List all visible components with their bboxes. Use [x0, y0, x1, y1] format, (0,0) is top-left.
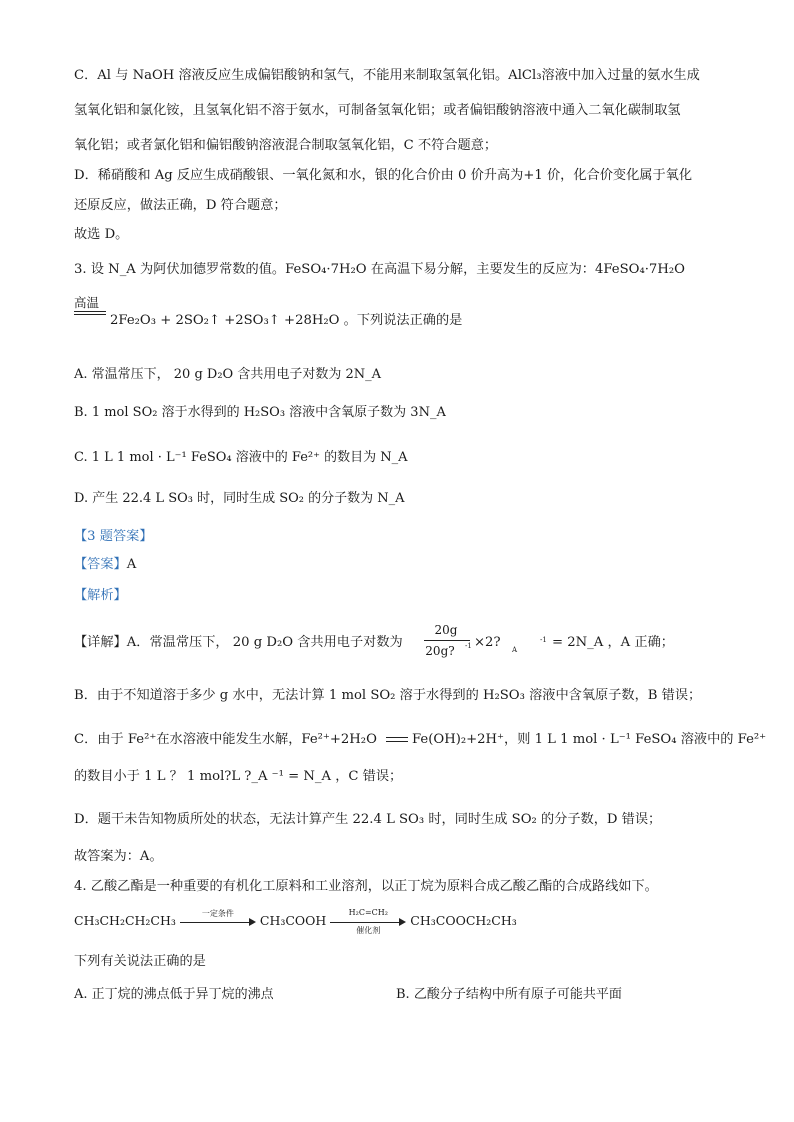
- detail-b: B．由于不知道溶于多少 g 水中，无法计算 1 mol SO₂ 溶于水得到的 H₂SO₃ 溶液中含氧原子数，B 错误；: [74, 688, 702, 703]
- reaction-arrow-icon: [180, 908, 256, 928]
- answer-line: 【答案】A: [74, 557, 137, 572]
- text-line: 故选 D。: [74, 227, 129, 242]
- option-b: B. 1 mol SO₂ 溶于水得到的 H₂SO₃ 溶液中含氧原子数为 3N_A: [74, 405, 446, 420]
- option-c: C. 1 L 1 mol · L⁻¹ FeSO₄ 溶液中的 Fe²⁺ 的数目为 N_A: [74, 450, 408, 465]
- option-a: A. 常温常压下， 20 g D₂O 含共用电子对数为 2N_A: [74, 367, 382, 382]
- question-3-stem: 3. 设 N_A 为阿伏加德罗常数的值。FeSO₄·7H₂O 在高温下易分解，主要发生的反应为：4FeSO₄·7H₂O: [74, 262, 685, 277]
- option-d: D. 产生 22.4 L SO₃ 时，同时生成 SO₂ 的分子数为 N_A: [74, 491, 405, 506]
- q4-option-b: B. 乙酸分子结构中所有原子可能共平面: [396, 987, 622, 1002]
- condition-label: 高温: [74, 295, 100, 310]
- analysis-tag: 【解析】: [74, 588, 127, 603]
- final-answer: 故答案为：A。: [74, 849, 163, 864]
- equals-bar: [74, 311, 106, 312]
- equilibrium-arrow-wrap: [386, 730, 408, 750]
- reaction-equation: 2Fe₂O₃ + 2SO₂↑ +2SO₃↑ +28H₂O 。下列说法正确的是: [110, 313, 463, 328]
- text-line: 还原反应，做法正确，D 符合题意；: [74, 198, 287, 213]
- arrow-catalyst: 催化剂: [356, 925, 381, 935]
- arrow-reagent: H₂C=CH₂: [348, 907, 388, 917]
- equals-bar: [74, 314, 106, 315]
- q4-option-a: A. 正丁烷的沸点低于异丁烷的沸点: [74, 987, 274, 1002]
- text-line: 氢氧化铝和氯化铵，且氢氧化铝不溶于氨水，可制备氢氧化铝；或者偏铝酸钠溶液中通入二氧化碳制取氢: [74, 103, 681, 118]
- detail-c-part1: C．由于 Fe²⁺在水溶液中能发生水解，Fe²⁺+2H₂O: [74, 732, 377, 747]
- detail-c-part2: Fe(OH)₂+2H⁺，则 1 L 1 mol · L⁻¹ FeSO₄ 溶液中的 Fe²⁺: [412, 732, 767, 747]
- detail-d: D．题干未告知物质所处的状态，无法计算产生 22.4 L SO₃ 时，同时生成 SO₂ 的分子数，D 错误；: [74, 812, 662, 827]
- detail-c-line2: 的数目小于 1 L ？ 1 mol?L ?_A ⁻¹ = N_A ，C 错误；: [74, 769, 403, 784]
- product-ethyl-acetate: CH₃COOCH₂CH₃: [410, 913, 517, 928]
- text-line: 氧化铝；或者氯化铝和偏铝酸钠溶液混合制取氢氧化铝，C 不符合题意；: [74, 138, 498, 153]
- detail-a-subscript: A: [512, 646, 518, 654]
- fraction-numerator: 20g: [434, 623, 458, 637]
- arrow-condition: 一定条件: [201, 908, 234, 918]
- synthesis-route: [74, 907, 517, 935]
- reactant-butane: CH₃CH₂CH₂CH₃: [74, 913, 176, 928]
- fraction-exponent: -1: [465, 642, 472, 650]
- question-4-prompt: 下列有关说法正确的是: [74, 954, 206, 969]
- detail-a: 【详解】A．常温常压下， 20 g D₂O 含共用电子对数为: [74, 635, 403, 650]
- text-line: D．稀硝酸和 Ag 反应生成硝酸银、一氧化氮和水，银的化合价由 0 价升高为+1 价，化合价变化属于氧化: [74, 168, 693, 183]
- answer-tag: 【3 题答案】: [74, 529, 153, 544]
- equilibrium-arrow-icon: [386, 735, 408, 745]
- detail-a-multiplier: ×2?: [474, 635, 501, 650]
- question-4-stem: 4. 乙酸乙酯是一种重要的有机化工原料和工业溶剂，以正丁烷为原料合成乙酸乙酯的合成路线如下。: [74, 879, 658, 894]
- product-acetic-acid: CH₃COOH: [259, 913, 327, 928]
- detail-a-result: = 2N_A ，A 正确；: [552, 635, 674, 650]
- text-line: C．Al 与 NaOH 溶液反应生成偏铝酸钠和氢气，不能用来制取氢氧化铝。AlCl₃溶液中加入过量的氨水生成: [74, 68, 700, 83]
- detail-a-exponent: -1: [540, 636, 547, 644]
- fraction-denominator: 20g?: [425, 644, 455, 658]
- reaction-arrow-icon: [330, 907, 406, 935]
- fraction-bar: [424, 640, 470, 641]
